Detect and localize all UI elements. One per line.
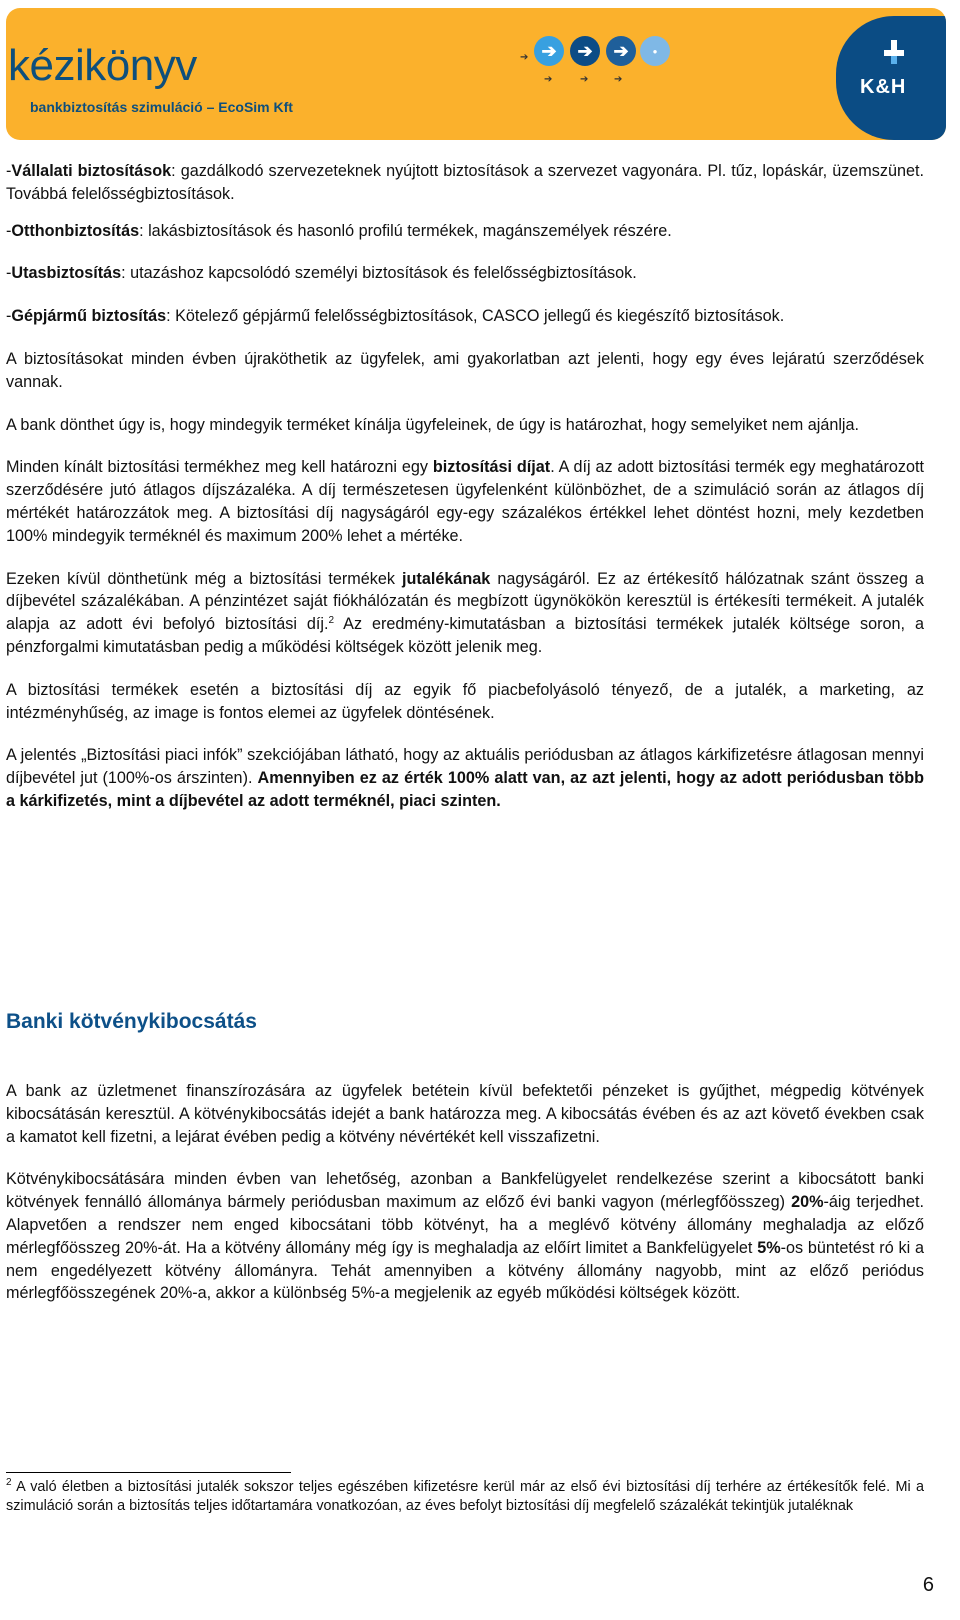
text: Ezeken kívül dönthetünk még a biztosítási termékek [6,569,403,588]
document-title: kézikönyv [8,41,197,90]
text: nagyságáról. Ez az értékesítő hálózatnak szánt összeg a díjbevétel százalékában. A pénzintézet saját fiókhálózatán és megbízott ügynökökön keresztül is értékesíti termékeit. A jutalék alapja az adott évi befolyó biztosítási díj. [6,569,924,634]
paragraph: A bank dönthet úgy is, hogy mindegyik terméket kínálja ügyfeleinek, de úgy is határozhat, hogy semelyiket nem ajánlja. [6,415,860,434]
body-text-2 [6,1080,924,1305]
term: Utasbiztosítás [11,264,122,283]
text: : Kötelező gépjármű felelősségbiztosítások, CASCO jellegű és kiegészítő biztosítások. [166,307,785,326]
emphasis: 5% [757,1238,781,1257]
arrow-right-icon[interactable]: ➔ [544,74,553,85]
body-text [6,160,924,813]
nav-badge-icon[interactable]: ● [640,36,670,66]
arrow-right-icon[interactable]: ➔ [534,36,564,66]
paragraph [6,456,924,547]
nav-arrows [520,30,696,85]
paragraph: -Utasbiztosítás: utazáshoz kapcsolódó személyi biztosítások és felelősségbiztosítások. [6,264,637,283]
text: -os büntetést ró ki a nem engedélyezett kötvény állományra. Tehát amennyiben a kötvény állomány nagyobb, mint az előző periódus mérlegfőösszegének 20%-a, akkor a különbség 5%-a megjelenik az egyéb működési költségek között. [6,1238,924,1303]
paragraph [6,744,924,812]
term: Vállalati biztosítások [11,162,172,180]
footnote-separator [6,1472,291,1473]
text: -áig terjedhet. Alapvetően a rendszer nem enged kibocsátani több kötvényt, ha a meglévő kötvény állomány meghaladja az előző mérlegfőösszeg 20%-át. Ha a kötvény állomány még így is meghaladja az előírt limitet a Bankfelügyelet [6,1193,924,1257]
header-banner [6,8,946,140]
arrow-right-icon[interactable]: ➔ [614,74,623,85]
footnote-ref[interactable]: 2 [328,615,335,627]
emphasis: Amennyiben ez az érték 100% alatt van, az azt jelenti, hogy az adott periódusban több a kárkifizetés, mint a díjbevétel az adott terméknél, piaci szinten. [6,769,924,810]
logo-text: K&H [860,76,907,98]
footnote-text: A való életben a biztosítási jutalék sokszor teljes egészében kifizetésre kerül már az első évi biztosítási díj terhére az értékesítők felé. Mi a szimuláció során a biztosítás teljes időtartamára vonatkozóan, az éves befolyt biztosítási díj megfelelő százalékát tekintjük jutaléknak [6,1479,924,1514]
text: A jelentés „Biztosítási piaci infók” szekciójában látható, hogy az aktuális periódusban az átlagos kárkifizetésre átlagosan mennyi díjbevétel jut (100%-os árszinten). [6,746,924,788]
paragraph [6,568,924,659]
footnote [6,1478,924,1515]
arrow-right-icon[interactable]: ➔ [580,74,589,85]
text: : utazáshoz kapcsolódó személyi biztosítások és felelősségbiztosítások. [121,264,637,283]
page-number: 6 [922,1574,934,1596]
paragraph [6,1168,924,1305]
text: . A díj az adott biztosítási termék egy meghatározott szerződésére jutó átlagos díjszázaléka. A díj természetesen ügyfelenként különbözhet, de a szimuláció során az átlagos díj mértékét határozzátok meg. A biztosítási díj nagyságáról egy-egy százalékos értékkel lehet döntést hozni, mely kezdetben 100% mindegyik terméknél és maximum 200% lehet a mértéke. [6,458,924,545]
term: jutalékának [402,569,491,588]
paragraph: -Otthonbiztosítás: lakásbiztosítások és hasonló profilú termékek, magánszemélyek részére. [6,221,672,240]
paragraph: -Vállalati biztosítások: gazdálkodó szervezeteknek nyújtott biztosítások a szervezet vagyonára. Pl. tűz, lopáskár, üzemszünet. Továbbá felelősségbiztosítások. [6,162,924,203]
term: Otthonbiztosítás [11,221,140,240]
paragraph: A bank az üzletmenet finanszírozására az ügyfelek betétein kívül befektetői pénzeket is gyűjthet, mégpedig kötvények kibocsátásán keresztül. A kötvénykibocsátás idejét a bank határozza meg. A kibocsátás évében és az azt követő években csak a kamatot kell fizetni, a lejárat évében pedig a kötvény névértékét kell visszafizetni. [6,1082,924,1146]
kh-logo [836,16,946,140]
document-subtitle: bankbiztosítás szimuláció – EcoSim Kft [30,99,293,115]
arrow-right-icon[interactable]: ➔ [606,36,636,66]
paragraph: A biztosítási termékek esetén a biztosítási díj az egyik fő piacbefolyásoló tényező, de a jutalék, a marketing, az intézményhűség, az image is fontos elemei az ügyfelek döntésének. [6,680,924,722]
section-heading: Banki kötvénykibocsátás [6,1010,257,1033]
term: biztosítási díjat [432,458,551,477]
text: : gazdálkodó szervezeteknek nyújtott biztosítások a szervezet vagyonára. Pl. tűz, lopáskár, üzemszünet. Továbbá felelősségbiztosítások. [6,162,924,203]
paragraph: A biztosításokat minden évben újraköthetik az ügyfelek, ami gyakorlatban azt jelenti, hogy egy éves lejáratú szerződések vannak. [6,349,924,391]
text: Az eredmény-kimutatásban a biztosítási termékek jutalék költsége soron, a pénzforgalmi kimutatásban pedig a működési költségek között jelenik meg. [6,615,925,656]
paragraph: -Gépjármű biztosítás: Kötelező gépjármű felelősségbiztosítások, CASCO jellegű és kiegészítő biztosítások. [6,307,785,326]
kh-mark-icon [884,40,904,64]
arrow-right-icon[interactable]: ➔ [570,36,600,66]
text: Minden kínált biztosítási termékhez meg kell határozni egy [6,458,433,477]
emphasis: 20% [791,1193,824,1212]
arrow-right-icon[interactable]: ➔ [520,52,529,63]
footnote-number: 2 [6,1477,12,1488]
text: Kötvénykibocsátására minden évben van lehetőség, azonban a Bankfelügyelet rendelkezése szerint a kibocsátott banki kötvények fennálló állománya bármely periódusban maximum az előző évi banki vagyon (mérlegfőösszeg) [6,1170,924,1212]
term: Gépjármű biztosítás [11,307,167,326]
text: : lakásbiztosítások és hasonló profilú termékek, magánszemélyek részére. [139,221,672,240]
